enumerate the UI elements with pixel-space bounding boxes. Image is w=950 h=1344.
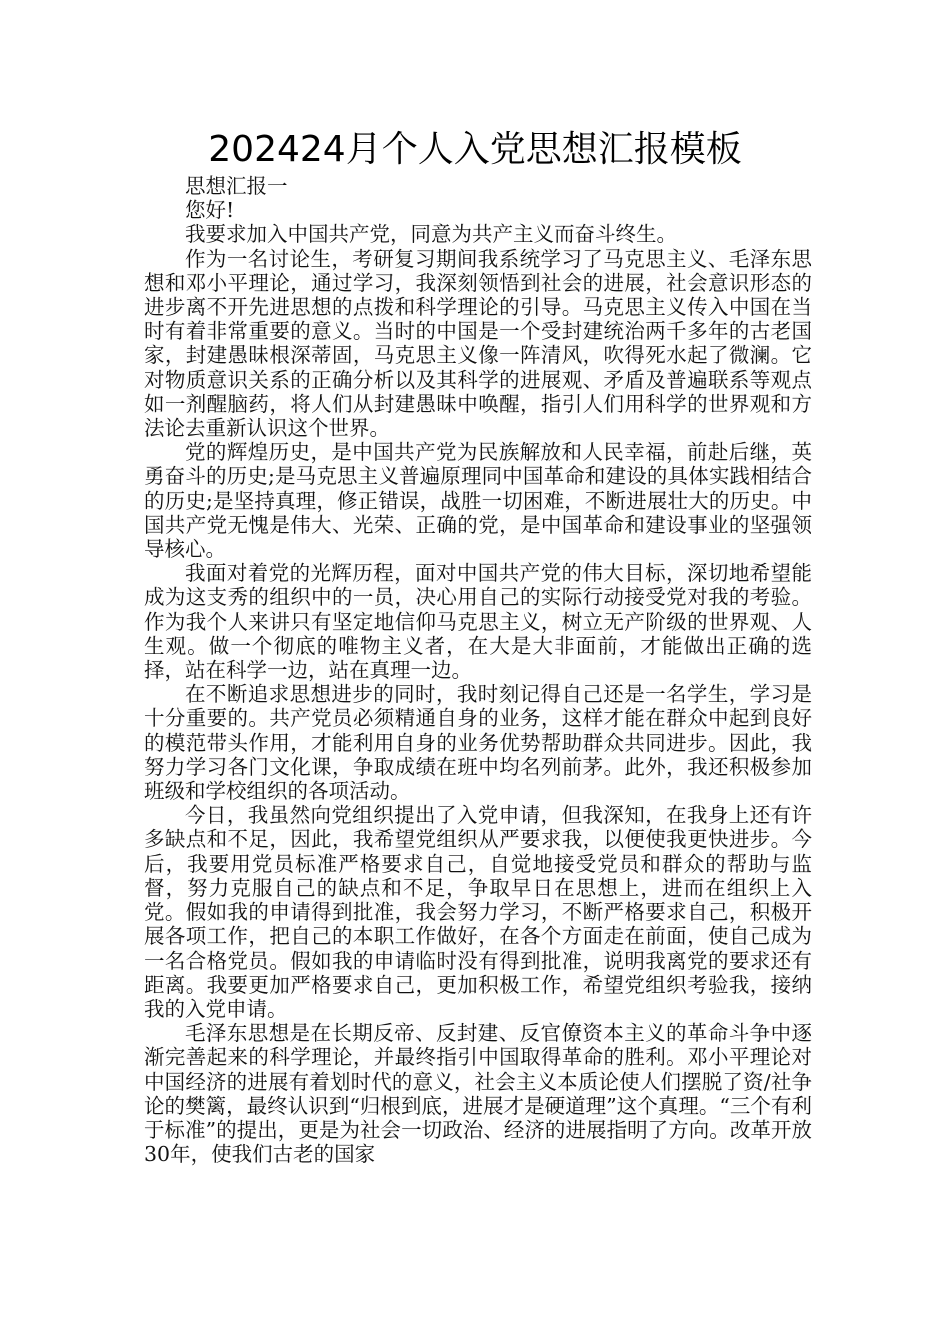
- paragraph-greeting: 您好!: [185, 198, 235, 223]
- paragraph: 党的辉煌历史，是中国共产党为民族解放和人民幸福，前赴后继，英勇奋斗的历史;是马克思主义普遍原理同中国革命和建设的具体实践相结合的历史;是坚持真理，修正错误，战胜一切困难，不断进展壮大的历史。中国共产党无愧是伟大、光荣、正确的党，是中国革命和建设事业的坚强领导核心。: [144, 440, 812, 562]
- paragraph: 作为一名讨论生，考研复习期间我系统学习了马克思主义、毛泽东思想和邓小平理论，通过学习，我深刻领悟到社会的进展，社会意识形态的进步离不开先进思想的点拨和科学理论的引导。马克思主义传入中国在当时有着非常重要的意义。当时的中国是一个受封建统治两千多年的古老国家，封建愚昧根深蒂固，马克思主义像一阵清风，吹得死水起了微澜。它对物质意识关系的正确分析以及其科学的进展观、矛盾及普遍联系等观点如一剂醒脑药，将人们从封建愚昧中唤醒，指引人们用科学的世界观和方法论去重新认识这个世界。: [144, 246, 812, 441]
- paragraph: 我要求加入中国共产党，同意为共产主义而奋斗终生。: [185, 222, 677, 247]
- paragraph: 我面对着党的光辉历程，面对中国共产党的伟大目标，深切地希望能成为这支秀的组织中的一员，决心用自己的实际行动接受党对我的考验。作为我个人来讲只有坚定地信仰马克思主义，树立无产阶级的世界观、人生观。做一个彻底的唯物主义者，在大是大非面前，才能做出正确的选择，站在科学一边，站在真理一边。: [144, 561, 812, 683]
- document-body: [144, 174, 812, 1166]
- paragraph-salutation-heading: 思想汇报一: [185, 174, 288, 198]
- paragraph: 毛泽东思想是在长期反帝、反封建、反官僚资本主义的革命斗争中逐渐完善起来的科学理论，并最终指引中国取得革命的胜利。邓小平理论对中国经济的进展有着划时代的意义，社会主义本质论使人们摆脱了资/社争论的樊篱，最终认识到“归根到底，进展才是硬道理”这个真理。“三个有利于标准”的提出，更是为社会一切政治、经济的进展指明了方向。改革开放30年，使我们古老的国家: [144, 1021, 812, 1167]
- document-title: 202424月个人入党思想汇报模板: [208, 129, 742, 170]
- paragraph: 今日，我虽然向党组织提出了入党申请，但我深知，在我身上还有许多缺点和不足，因此，我希望党组织从严要求我，以便使我更快进步。今后，我要用党员标准严格要求自己，自觉地接受党员和群众的帮助与监督，努力克服自己的缺点和不足，争取早日在思想上，进而在组织上入党。假如我的申请得到批准，我会努力学习，不断严格要求自己，积极开展各项工作，把自己的本职工作做好，在各个方面走在前面，使自己成为一名合格党员。假如我的申请临时没有得到批准，说明我离党的要求还有距离。我要更加严格要求自己，更加积极工作，希望党组织考验我，接纳我的入党申请。: [144, 803, 812, 1021]
- paragraph: 在不断追求思想进步的同时，我时刻记得自己还是一名学生，学习是十分重要的。共产党员必须精通自身的业务，这样才能在群众中起到良好的模范带头作用，才能利用自身的业务优势帮助群众共同进步。因此，我努力学习各门文化课，争取成绩在班中均名列前茅。此外，我还积极参加班级和学校组织的各项活动。: [144, 682, 812, 804]
